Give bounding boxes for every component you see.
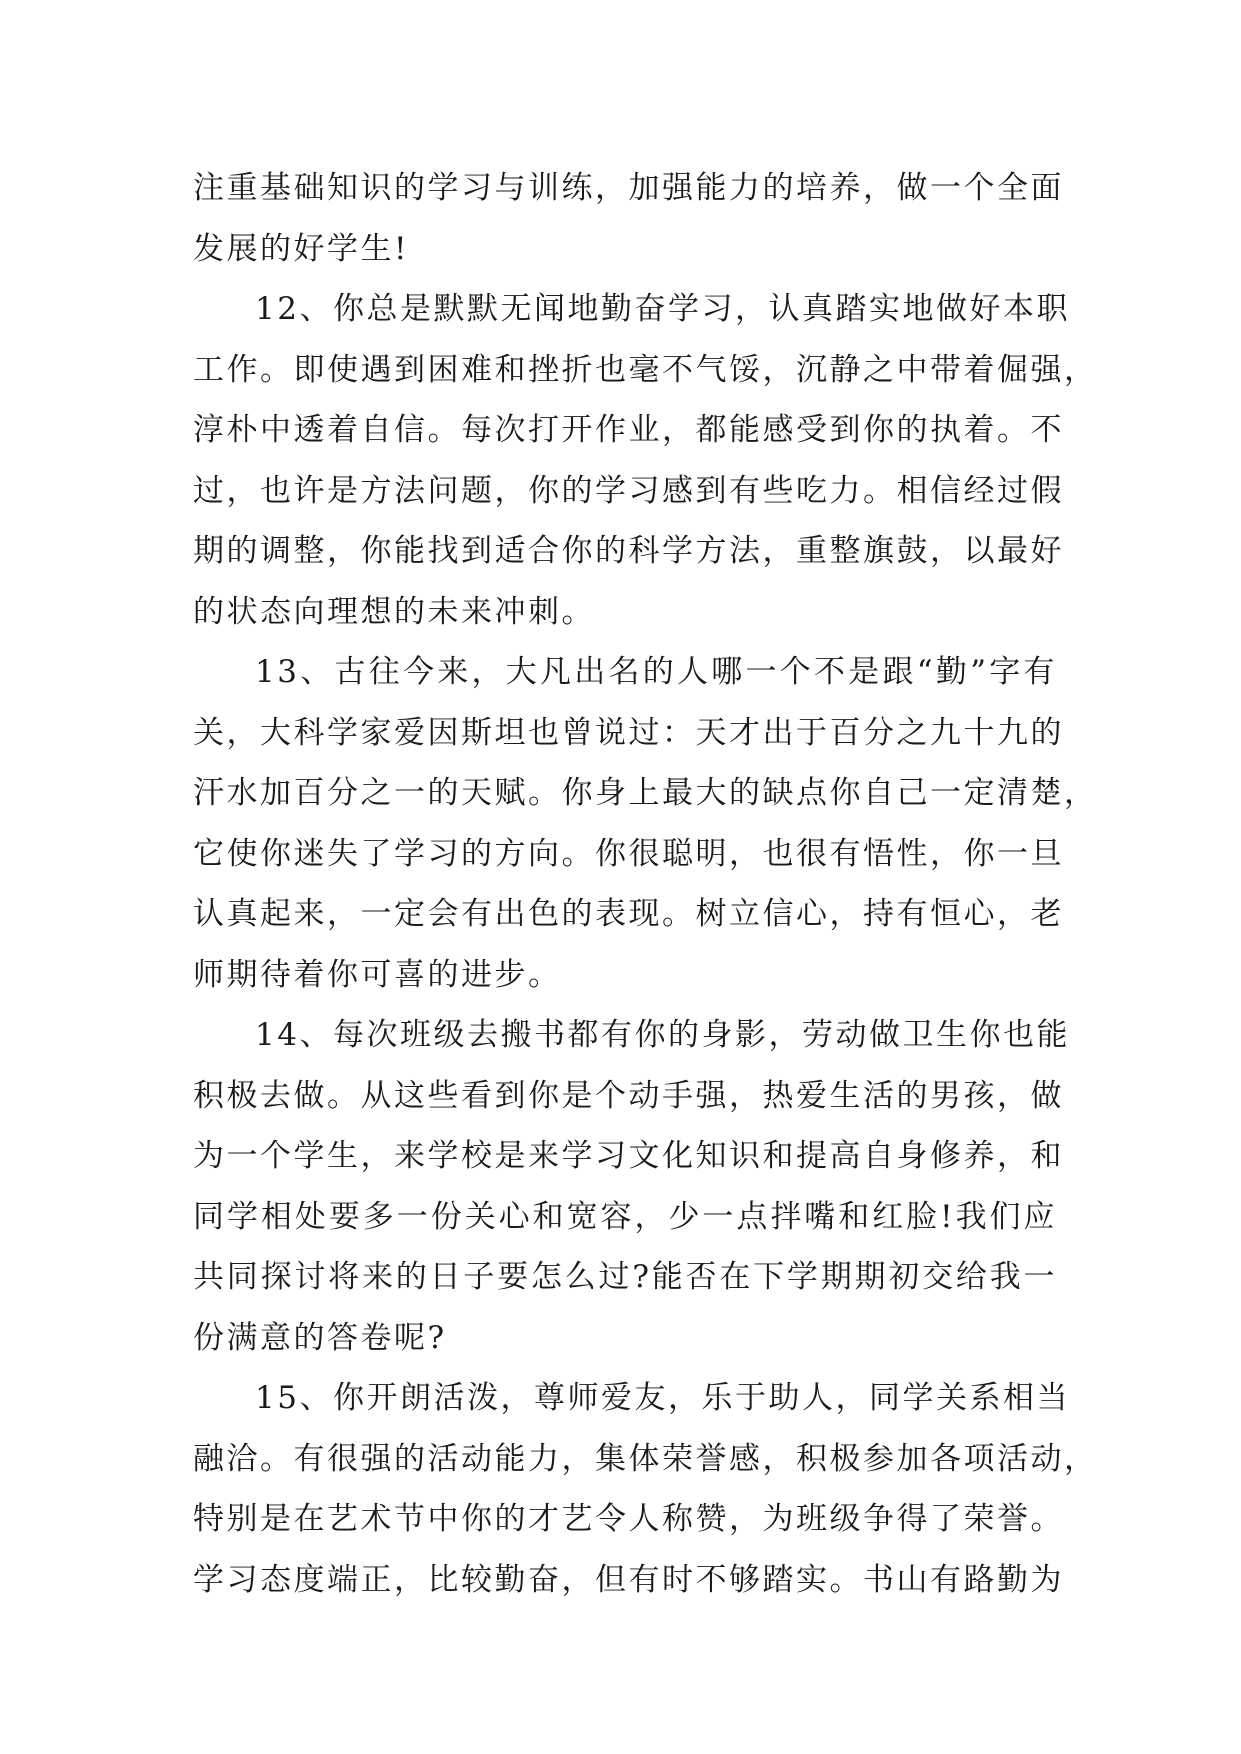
text-line: 发展的好学生! — [193, 230, 409, 267]
text-line: 为一个学生，来学校是来学习文化知识和提高自身修养，和 — [193, 1138, 1064, 1174]
text-line: 同学相处要多一份关心和宽容，少一点拌嘴和红脸!我们应 — [193, 1198, 1057, 1235]
text-line: 共同探讨将来的日子要怎么过?能否在下学期期初交给我一 — [193, 1259, 1057, 1295]
paragraph-first-line: 15、你开朗活泼，尊师爱友，乐于助人，同学关系相当 — [255, 1380, 1070, 1416]
text-line: 淳朴中透着自信。每次打开作业，都能感受到你的执着。不 — [193, 412, 1064, 448]
text-line: 期的调整，你能找到适合你的科学方法，重整旗鼓，以最好 — [193, 533, 1064, 569]
text-line: 汗水加百分之一的天赋。你身上最大的缺点你自己一定清楚， — [193, 775, 1098, 811]
paragraph-first-line: 14、每次班级去搬书都有你的身影，劳动做卫生你也能 — [255, 1017, 1070, 1053]
text-line: 的状态向理想的未来冲刺。 — [193, 593, 595, 630]
text-line: 过，也许是方法问题，你的学习感到有些吃力。相信经过假 — [193, 472, 1064, 509]
text-line: 份满意的答卷呢? — [193, 1319, 447, 1356]
text-line: 融洽。有很强的活动能力，集体荣誉感，积极参加各项活动， — [193, 1440, 1098, 1477]
paragraph-first-line: 13、古往今来，大凡出名的人哪一个不是跟“勤”字有 — [255, 654, 1057, 690]
text-line: 它使你迷失了学习的方向。你很聪明，也很有悟性，你一旦 — [193, 835, 1064, 872]
text-line: 注重基础知识的学习与训练，加强能力的培养，做一个全面 — [193, 170, 1064, 206]
document-body — [193, 158, 1098, 1610]
text-line: 工作。即使遇到困难和挫折也毫不气馁，沉静之中带着倔强， — [193, 351, 1098, 388]
paragraph-first-line: 12、你总是默默无闻地勤奋学习，认真踏实地做好本职 — [255, 291, 1070, 327]
text-line: 师期待着你可喜的进步。 — [193, 956, 562, 993]
text-line: 特别是在艺术节中你的才艺令人称赞，为班级争得了荣誉。 — [193, 1501, 1064, 1537]
text-line: 认真起来，一定会有出色的表现。树立信心，持有恒心，老 — [193, 896, 1064, 932]
text-line: 积极去做。从这些看到你是个动手强，热爱生活的男孩，做 — [193, 1077, 1064, 1114]
text-line: 关，大科学家爱因斯坦也曾说过：天才出于百分之九十九的 — [193, 714, 1064, 751]
text-line: 学习态度端正，比较勤奋，但有时不够踏实。书山有路勤为 — [193, 1561, 1064, 1598]
